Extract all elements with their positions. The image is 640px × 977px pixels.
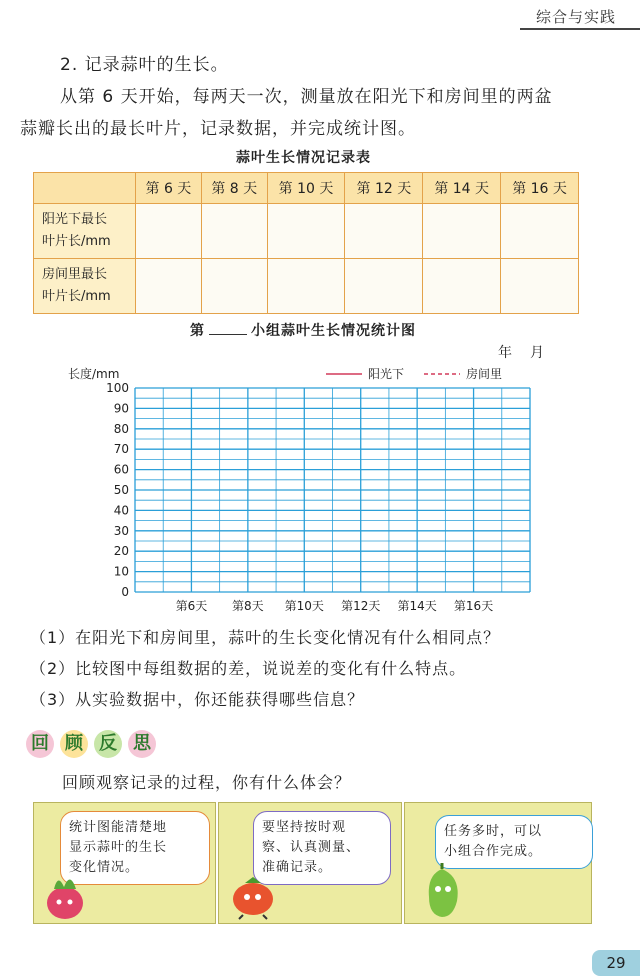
bubble-line: 要坚持按时观 (262, 820, 347, 835)
task-instruction-line1: 从第 6 天开始，每两天一次，测量放在阳光下和房间里的两盆 (60, 87, 553, 107)
date-month-label: 月 (530, 345, 544, 361)
record-table-col-header: 第 12 天 (345, 173, 423, 204)
x-tick-label: 第12天 (341, 599, 381, 613)
x-tick-label: 第6天 (175, 599, 208, 613)
y-tick-label: 90 (113, 401, 129, 416)
record-table-col-header: 第 16 天 (501, 173, 579, 204)
record-table-col-header: 第 14 天 (423, 173, 501, 204)
y-tick-label: 30 (113, 523, 129, 538)
row-label-line: 叶片长/mm (42, 234, 111, 249)
growth-line-chart (60, 360, 560, 622)
x-axis-ticks (176, 599, 494, 613)
bubble-line: 察、认真测量、 (262, 840, 361, 855)
y-tick-label: 100 (106, 381, 129, 395)
record-cell[interactable] (423, 259, 501, 314)
y-axis-ticks (106, 381, 129, 599)
row-label-line: 阳光下最长 (42, 212, 108, 227)
record-table-row-indoor (34, 259, 579, 314)
chart-legend (326, 366, 502, 381)
record-cell[interactable] (345, 259, 423, 314)
chart-title (190, 320, 416, 340)
review-panel-1 (33, 802, 216, 924)
question-3: （3）从实验数据中，你还能获得哪些信息？ (30, 690, 365, 709)
date-year-label: 年 (498, 345, 512, 361)
bubble-line: 显示蒜叶的生长 (69, 840, 168, 855)
legend-label-sunlight: 阳光下 (368, 367, 405, 381)
record-table-corner (34, 173, 136, 204)
review-char: 回 (26, 730, 54, 758)
review-panel-3 (404, 802, 592, 924)
record-table-row-sunlight (34, 204, 579, 259)
legend-label-indoor: 房间里 (466, 367, 503, 381)
bubble-line: 统计图能清楚地 (69, 820, 168, 835)
y-tick-label: 10 (113, 564, 129, 579)
bubble-line: 变化情况。 (69, 860, 140, 875)
record-table-col-header: 第 6 天 (136, 173, 202, 204)
record-cell[interactable] (267, 204, 345, 259)
header-divider (520, 28, 640, 30)
record-cell[interactable] (267, 259, 345, 314)
review-char: 思 (128, 730, 156, 758)
row-label-line: 叶片长/mm (42, 289, 111, 304)
record-cell[interactable] (501, 259, 579, 314)
record-cell[interactable] (423, 204, 501, 259)
group-number-blank[interactable] (209, 320, 247, 335)
review-char: 反 (94, 730, 122, 758)
record-cell[interactable] (501, 204, 579, 259)
review-prompt: 回顾观察记录的过程，你有什么体会？ (62, 773, 352, 792)
y-tick-label: 70 (113, 442, 129, 457)
y-tick-label: 40 (113, 503, 129, 518)
y-tick-label: 80 (113, 421, 129, 436)
chart-title-suffix: 小组蒜叶生长情况统计图 (251, 323, 416, 339)
x-tick-label: 第8天 (232, 599, 264, 613)
task-title: 2. 记录蒜叶的生长。 (60, 55, 229, 75)
pepper-character-icon (417, 861, 467, 921)
record-cell[interactable] (345, 204, 423, 259)
review-char: 顾 (60, 730, 88, 758)
record-table-col-header: 第 10 天 (267, 173, 345, 204)
y-tick-label: 0 (121, 585, 129, 599)
review-panel-2 (218, 802, 402, 924)
record-cell[interactable] (136, 259, 202, 314)
chart-date (498, 342, 544, 362)
record-table-header-row (34, 173, 579, 204)
y-tick-label: 20 (113, 544, 129, 559)
tomato-character-icon (227, 871, 283, 921)
record-cell[interactable] (201, 204, 267, 259)
bubble-line: 小组合作完成。 (444, 844, 543, 859)
chart-grid (135, 388, 530, 592)
radish-character-icon (42, 871, 88, 921)
page-number: 29 (592, 950, 640, 976)
record-cell[interactable] (136, 204, 202, 259)
record-table (33, 172, 579, 314)
question-1: （1）在阳光下和房间里，蒜叶的生长变化情况有什么相同点？ (30, 628, 501, 647)
x-tick-label: 第14天 (397, 599, 437, 613)
y-tick-label: 60 (113, 462, 129, 477)
record-table-col-header: 第 8 天 (201, 173, 267, 204)
row-label-sunlight (34, 204, 136, 259)
y-axis-label: 长度/mm (68, 367, 120, 381)
bubble-line: 准确记录。 (262, 860, 333, 875)
section-title: 综合与实践 (535, 8, 616, 26)
chart-title-prefix: 第 (190, 323, 205, 339)
row-label-line: 房间里最长 (42, 267, 108, 282)
record-cell[interactable] (201, 259, 267, 314)
task-instruction-line2: 蒜瓣长出的最长叶片，记录数据，并完成统计图。 (20, 119, 416, 139)
x-tick-label: 第10天 (284, 599, 324, 613)
bubble-line: 任务多时，可以 (444, 824, 543, 839)
review-banner (20, 730, 170, 762)
record-table-title: 蒜叶生长情况记录表 (236, 150, 371, 166)
row-label-indoor (34, 259, 136, 314)
x-tick-label: 第16天 (453, 599, 494, 613)
y-tick-label: 50 (113, 483, 129, 497)
question-2: （2）比较图中每组数据的差，说说差的变化有什么特点。 (30, 659, 467, 678)
